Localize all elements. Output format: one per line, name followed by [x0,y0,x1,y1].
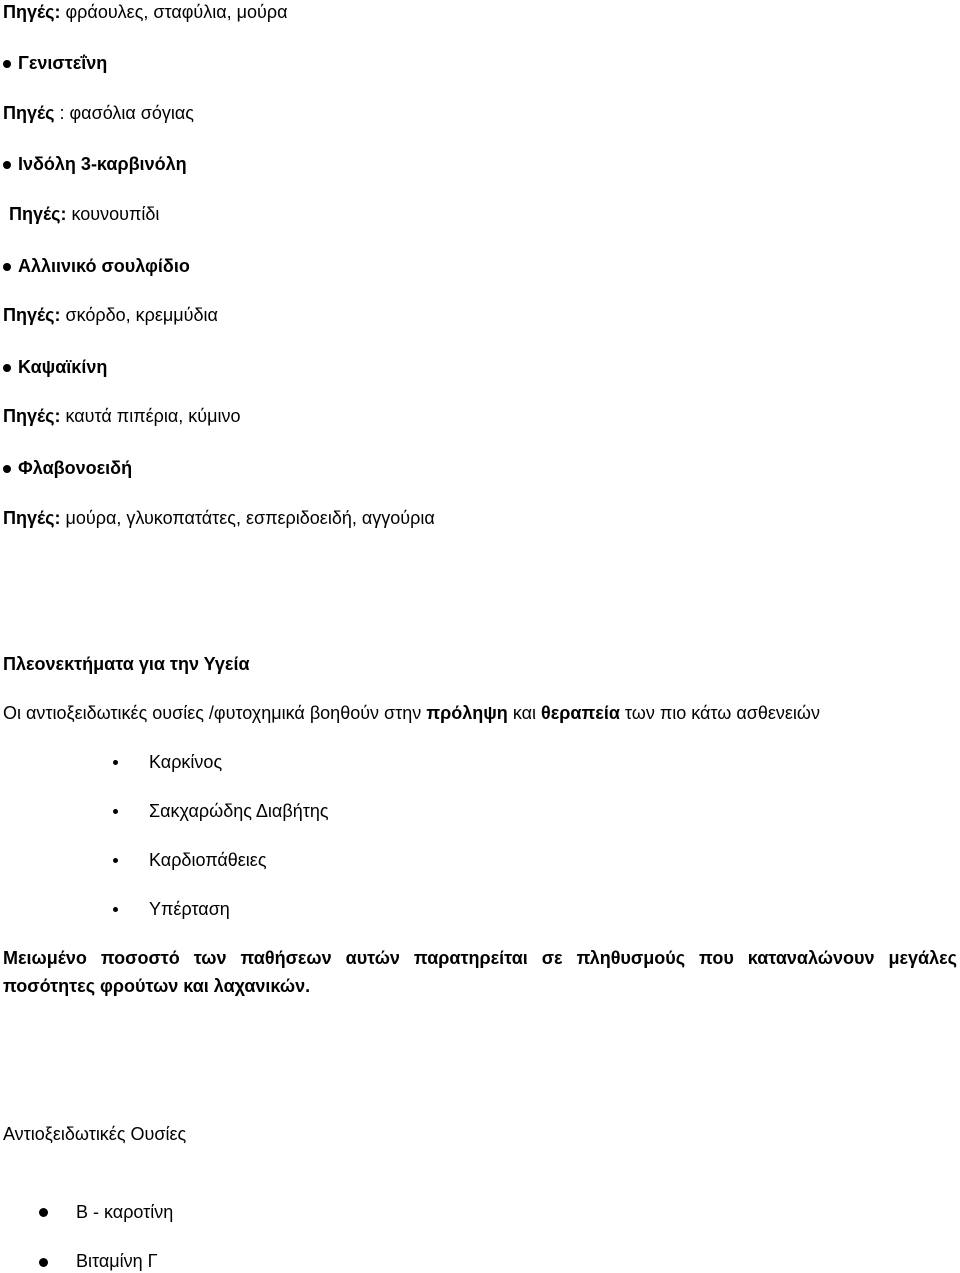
bullet-icon [3,465,11,473]
compound-name: Καψαϊκίνη [18,357,108,377]
antioxidant-item: Βιταμίνη Γ [76,1251,158,1271]
disease-item: Καρκίνος [149,752,223,772]
sources-label: Πηγές: [9,204,67,224]
bullet-icon [39,1258,48,1267]
sources-label: Πηγές: [3,508,61,528]
bullet-icon [3,364,11,372]
intro-end: των πιο κάτω ασθενειών [624,703,820,723]
sources-label: Πηγές: [3,2,61,22]
intro-treatment: θεραπεία [541,703,620,723]
compound-item [3,152,187,176]
compound-name: Ινδόλη 3-καρβινόλη [18,154,187,174]
sources-line [3,0,288,24]
compound-item [3,51,107,75]
conclusion-paragraph [3,944,957,1000]
bullet-icon [3,60,11,68]
compound-item [3,254,190,278]
intro-prevention: πρόληψη [426,703,508,723]
compound-item [3,456,132,480]
intro-start: Οι αντιοξειδωτικές ουσίες /φυτοχημικά βοηθούν στην [3,703,422,723]
sources-text: φράουλες, σταφύλια, μούρα [65,2,288,22]
bullet-icon [39,1208,48,1217]
sources-label: Πηγές: [3,305,61,325]
antioxidants-heading: Αντιοξειδωτικές Ουσίες [3,1124,187,1144]
disease-item: Καρδιοπάθειες [149,850,267,870]
sources-text: καυτά πιπέρια, κύμινο [65,406,241,426]
benefits-intro [3,701,820,725]
conclusion-line-1: Μειωμένο ποσοστό των παθήσεων αυτών παρατηρείται σε πληθυσμούς που καταναλώνουν μεγάλες [3,948,957,968]
sources-label: Πηγές [3,103,55,123]
sources-line [9,202,159,226]
bullet-icon [113,809,118,814]
compound-name: Γενιστεΐνη [18,53,108,73]
sources-text: μούρα, γλυκοπατάτες, εσπεριδοειδή, αγγούρια [65,508,435,528]
sources-line [3,101,194,125]
bullet-icon [3,161,11,169]
sources-line [3,303,218,327]
benefits-heading: Πλεονεκτήματα για την Υγεία [3,654,250,674]
sources-text: σκόρδο, κρεμμύδια [65,305,218,325]
conclusion-line-2: ποσότητες φρούτων και λαχανικών. [3,976,311,996]
sources-text: : φασόλια σόγιας [54,103,194,123]
bullet-icon [113,858,118,863]
bullet-icon [113,760,118,765]
compound-name: Αλλιινικό σουλφίδιο [18,256,190,276]
bullet-icon [113,907,118,912]
sources-line [3,404,241,428]
compound-name: Φλαβονοειδή [18,458,133,478]
intro-mid: και [512,703,536,723]
sources-label: Πηγές: [3,406,61,426]
antioxidant-item: Β - καροτίνη [76,1202,174,1222]
sources-line [3,506,435,530]
disease-item: Υπέρταση [149,899,230,919]
sources-text: κουνουπίδι [71,204,160,224]
disease-item: Σακχαρώδης Διαβήτης [149,801,329,821]
compound-item [3,355,107,379]
bullet-icon [3,263,11,271]
